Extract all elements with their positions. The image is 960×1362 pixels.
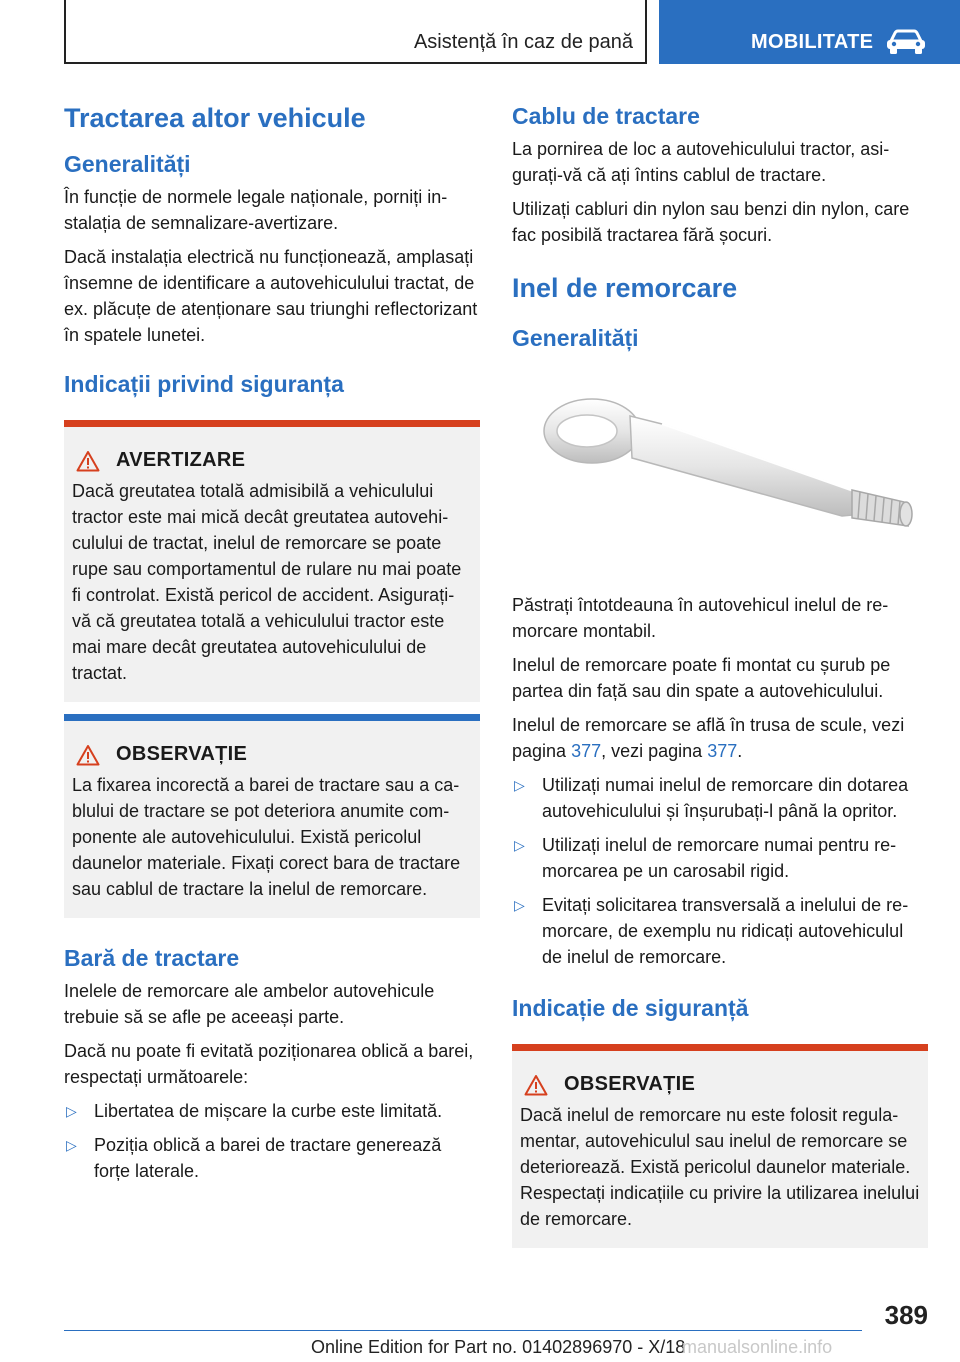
footer-edition: Online Edition for Part no. 01402896970 - X/18 (311, 1337, 686, 1357)
car-icon (885, 29, 927, 55)
tow-bar-paragraph-2: Dacă nu poate fi evitată poziționarea oblică a barei, respectați următoarele: (64, 1041, 474, 1087)
tow-bar-list (64, 1098, 480, 1184)
header-section-box (64, 0, 647, 64)
header-chapter-title: MOBILITATE (751, 31, 874, 53)
notice-triangle-icon (524, 1074, 548, 1096)
tow-ring-paragraph-2: Inelul de remorcare poate fi montat cu șurub pe partea din față sau din spate a autovehiculului. (512, 655, 891, 701)
watermark: manualsonline.info (682, 1337, 833, 1357)
page-number: 389 (884, 1300, 928, 1330)
ring-safety-heading: Indicație de siguranță (512, 995, 749, 1021)
tow-cable-paragraph-2: Utilizați cabluri din nylon sau benzi din nylon, care fac posibilă tractarea fără șocuri. (512, 199, 910, 245)
tow-ring-general-heading: Generalități (512, 325, 639, 351)
tow-ring-list (512, 772, 928, 970)
general-heading: Generalități (64, 151, 191, 177)
header-section-title: Asistență în caz de pană (413, 31, 633, 53)
warning-triangle-icon (76, 450, 100, 472)
list-item: ▷ Poziția oblică a barei de tractare generează forțe laterale. (64, 1132, 480, 1184)
ring-notice-box (512, 1044, 928, 1248)
notice-triangle-icon (76, 744, 100, 766)
triangle-bullet-icon: ▷ (66, 1137, 77, 1153)
list-item: ▷ Utilizați inelul de remorcare numai pentru remorcarea pe un carosabil rigid. (512, 832, 928, 884)
tow-cable-heading: Cablu de tractare (512, 103, 700, 129)
tow-ring-title: Inel de remorcare (512, 273, 738, 303)
page-link-377-second[interactable]: 377 (707, 741, 738, 761)
warning-text: Dacă greutatea totală admisibilă a vehiculului tractor este mai mică decât greutatea autovehiculului de tractat, inelul de remorcare se poate rupe sau comportamentul de rulare nu mai poate fi controlat. Există pericol de accident. Asigurați-vă că greutatea totală a vehiculului tractor este mai mare decât greutatea autovehiculului de tractat. (72, 481, 462, 683)
notice-text: La fixarea incorectă a barei de tractare sau a cablului de tractare se pot deteriora anumite componente ale autovehiculului. Există pericolul daunelor materiale. Fixați corect bara de tractare sau cablul de tractare la inelul de remorcare. (72, 775, 461, 899)
tow-ring-paragraph-1: Păstrați întotdeauna în autovehicul inelul de remorcare montabil. (512, 595, 889, 641)
notice-box (64, 714, 480, 918)
safety-heading: Indicații privind siguranța (64, 371, 344, 397)
ring-notice-text: Dacă inelul de remorcare nu este folosit regulamentar, autovehiculul sau inelul de remorcare se deteriorează. Există pericolul daunelor materiale. Respectați indicațiile cu privire la utilizarea inelului de remorcare. (520, 1105, 920, 1229)
ring-notice-label: OBSERVAȚIE (564, 1073, 696, 1095)
triangle-bullet-icon: ▷ (514, 897, 525, 913)
footer-divider (64, 1330, 862, 1331)
tow-hook-illustration (512, 376, 928, 576)
right-column (512, 100, 928, 1248)
general-paragraph-1: În funcție de normele legale naționale, porniți instalația de semnalizare-avertizare. (64, 187, 448, 233)
notice-label: OBSERVAȚIE (116, 743, 248, 765)
triangle-bullet-icon: ▷ (514, 777, 525, 793)
tow-bar-heading: Bară de tractare (64, 945, 240, 971)
header-chapter-box (659, 0, 960, 64)
triangle-bullet-icon: ▷ (514, 837, 525, 853)
list-item: ▷ Libertatea de mișcare la curbe este limitată. (64, 1098, 480, 1124)
list-item: ▷ Utilizați numai inelul de remorcare din dotarea autovehiculului și înșurubați-l până la opritor. (512, 772, 928, 824)
tow-ring-paragraph-3: Inelul de remorcare se află în trusa de scule, vezi pagina 377, vezi pagina 377. (512, 715, 905, 761)
tow-bar-paragraph-1: Inelele de remorcare ale ambelor autovehicule trebuie să se afle pe aceeași parte. (64, 981, 435, 1027)
triangle-bullet-icon: ▷ (66, 1103, 77, 1119)
warning-label: AVERTIZARE (116, 449, 246, 471)
general-paragraph-2: Dacă instalația electrică nu funcționează, amplasați însemne de identificare a autovehiculului tractat, de ex. plăcuțe de atenționare sau triunghi reflectorizant în spatele lunetei. (64, 247, 478, 345)
list-item: ▷ Evitați solicitarea transversală a inelului de remorcare, de exemplu nu ridicați autovehiculul de inelul de remorcare. (512, 892, 928, 970)
tow-cable-paragraph-1: La pornirea de loc a autovehiculului tractor, asigurați-vă că ați întins cablul de tractare. (512, 139, 890, 185)
section-title-towing-others: Tractarea altor vehicule (64, 103, 366, 133)
page-link-377[interactable]: 377 (571, 741, 602, 761)
left-column (64, 100, 480, 1194)
warning-box (64, 420, 480, 702)
